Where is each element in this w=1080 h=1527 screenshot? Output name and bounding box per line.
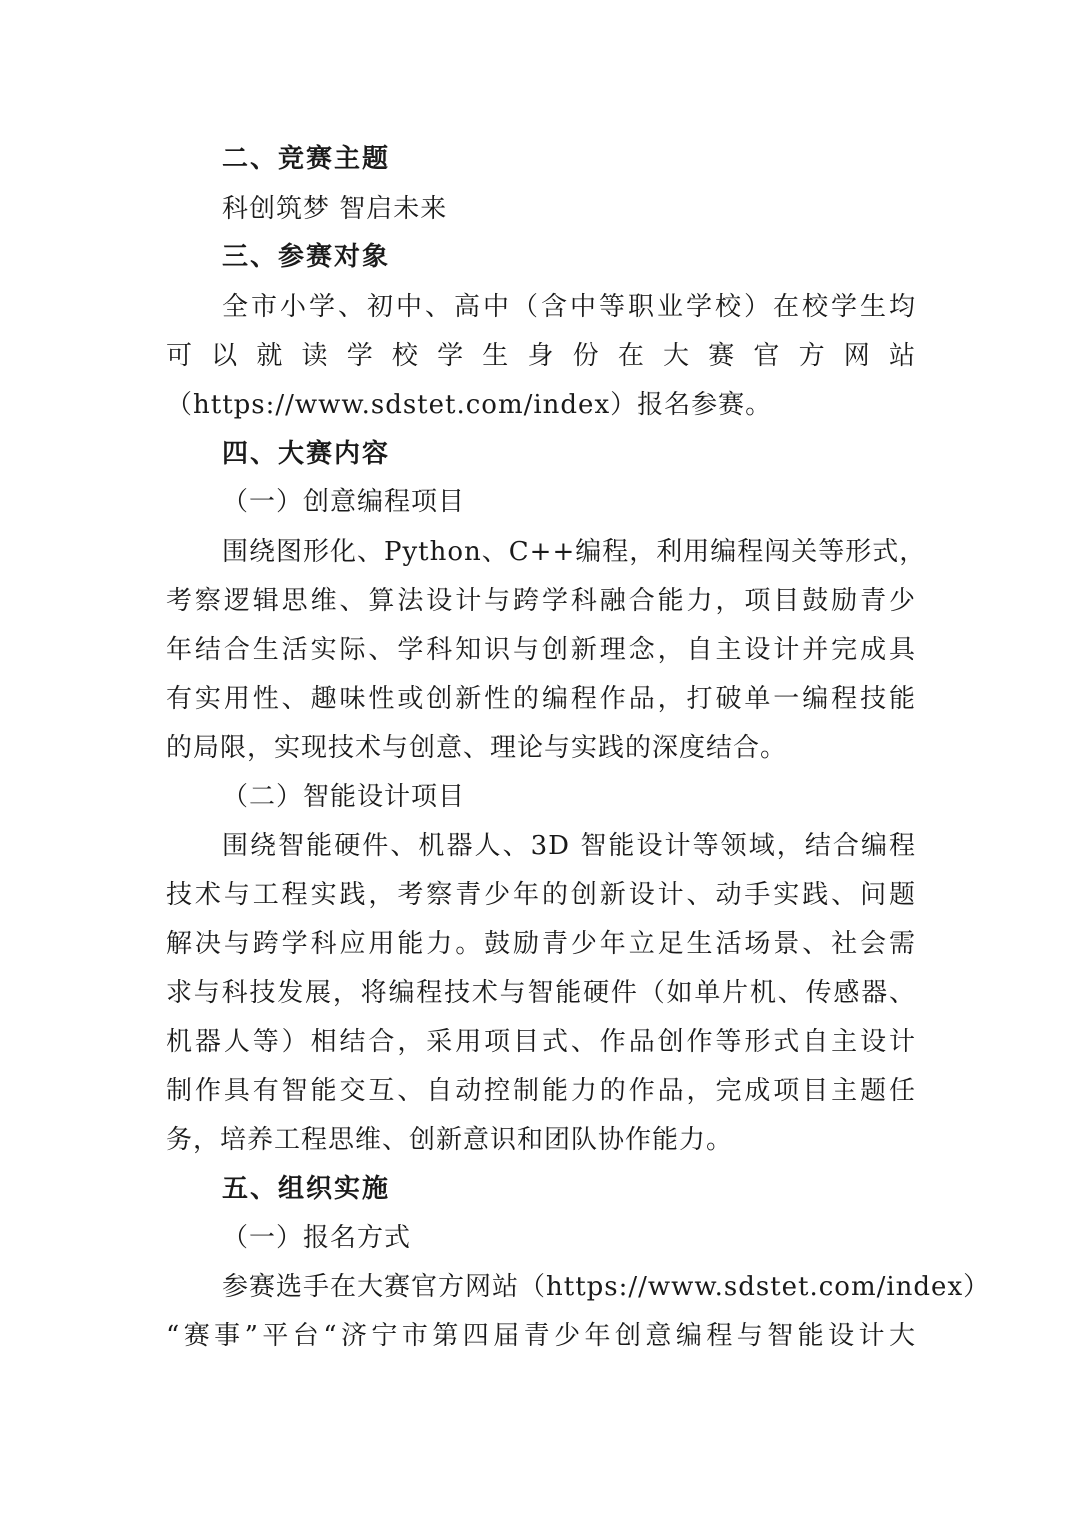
participants-line-3: （https://www.sdstet.com/index）报名参赛。 [166, 390, 773, 420]
creative-programming-line-5: 的局限，实现技术与创意、理论与实践的深度结合。 [166, 733, 788, 763]
participants-line-1: 全市小学、初中、高中（含中等职业学校）在校学生均 [222, 292, 916, 322]
creative-programming-line-1: 围绕图形化、Python、C++编程，利用编程闯关等形式， [222, 537, 927, 567]
creative-programming-line-3: 年结合生活实际、学科知识与创新理念，自主设计并完成具 [166, 635, 916, 665]
section-heading-participants: 三、参赛对象 [222, 242, 391, 272]
smart-design-line-1: 围绕智能硬件、机器人、3D 智能设计等领域，结合编程 [222, 831, 916, 861]
smart-design-line-6: 制作具有智能交互、自动控制能力的作品，完成项目主题任 [166, 1076, 916, 1106]
smart-design-line-5: 机器人等）相结合，采用项目式、作品创作等形式自主设计 [166, 1027, 916, 1057]
subheading-creative-programming: （一）创意编程项目 [222, 487, 466, 517]
smart-design-line-4: 求与科技发展，将编程技术与智能硬件（如单片机、传感器、 [166, 978, 916, 1008]
smart-design-line-3: 解决与跨学科应用能力。鼓励青少年立足生活场景、社会需 [166, 929, 916, 959]
section-heading-theme: 二、竞赛主题 [222, 144, 391, 174]
smart-design-line-7: 务，培养工程思维、创新意识和团队协作能力。 [166, 1125, 734, 1155]
theme-text: 科创筑梦 智启未来 [222, 194, 448, 224]
subheading-smart-design: （二）智能设计项目 [222, 782, 466, 812]
participants-line-2: 可以就读学校学生身份在大赛官方网站 [166, 341, 916, 371]
section-heading-content: 四、大赛内容 [222, 439, 391, 469]
smart-design-line-2: 技术与工程实践，考察青少年的创新设计、动手实践、问题 [166, 880, 916, 910]
section-heading-organization: 五、组织实施 [222, 1174, 391, 1204]
creative-programming-line-4: 有实用性、趣味性或创新性的编程作品，打破单一编程技能 [166, 684, 916, 714]
creative-programming-line-2: 考察逻辑思维、算法设计与跨学科融合能力，项目鼓励青少 [166, 586, 916, 616]
registration-line-2: “赛事”平台“济宁市第四届青少年创意编程与智能设计大 [166, 1321, 916, 1351]
subheading-registration: （一）报名方式 [222, 1223, 412, 1253]
registration-line-1: 参赛选手在大赛官方网站（https://www.sdstet.com/index） [222, 1272, 991, 1302]
